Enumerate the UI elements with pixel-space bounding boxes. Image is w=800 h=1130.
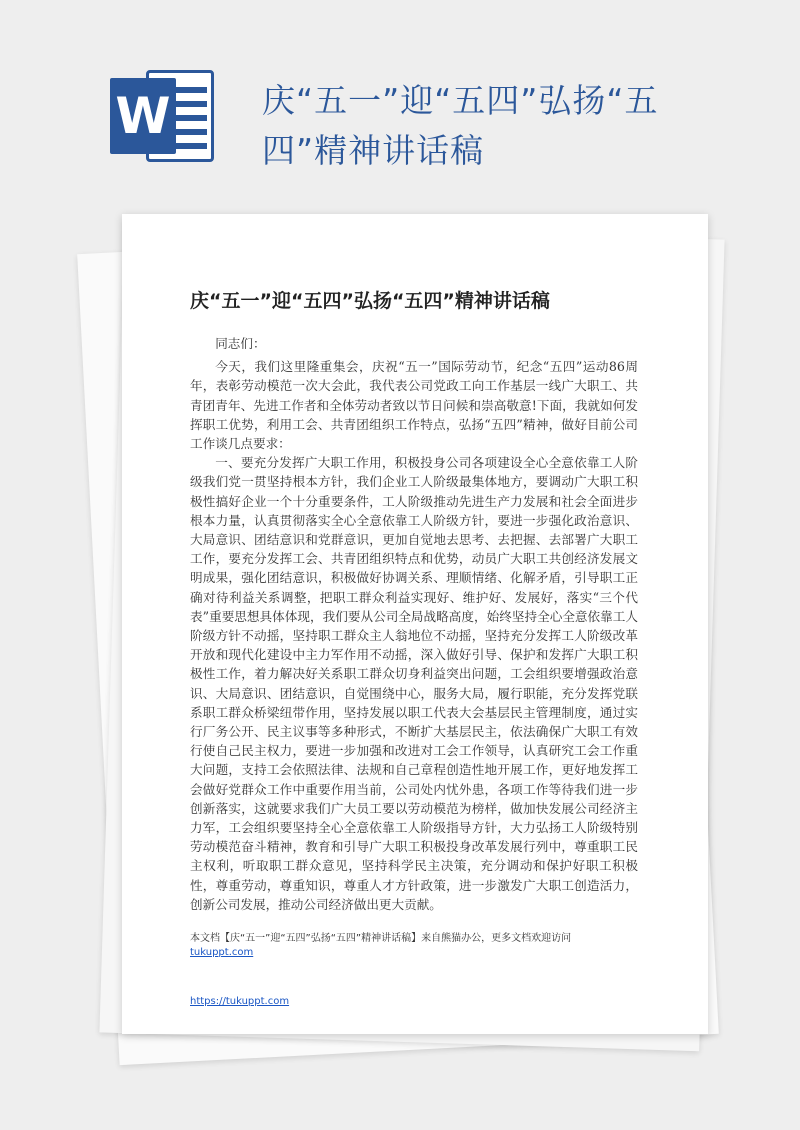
body-paragraph: 一、要充分发挥广大职工作用，积极投身公司各项建设全心全意依靠工人阶级我们党一贯坚持根本方针，我们企业工人阶级最集体地方，要调动广大职工积极性搞好企业一个十分重要条件，工人阶级推动先进生产力发展和社会全面进步根本力量，认真贯彻落实全心全意依靠工人阶级方针，要进一步强化政治意识、大局意识、团结意识和党群意识，更加自觉地去思考、去把握、去部署广大职工工作，要充分发挥工会、共青团组织特点和优势，动员广大职工共创经济发展文明成果，强化团结意识，积极做好协调关系、理顺情绪、化解矛盾，引导职工正确对待利益关系调整，把职工群众利益实现好、维护好、发展好，落实“三个代表”重要思想具体体现，我们要从公司全局战略高度，始终坚持全心全意依靠工人阶级方针不动摇，坚持职工群众主人翁地位不动摇，坚持充分发挥工人阶级改革开放和现代化建设中主力军作用不动摇，深入做好引导、保护和发挥广大职工积极性工作，着力解决好关系职工群众切身利益突出问题，工会组织要增强政治意识、大局意识、团结意识，自觉围绕中心，服务大局，履行职能，充分发挥党联系职工群众桥梁纽带作用，坚持发展以职工代表大会基层民主管理制度，通过实行厂务公开、民主议事等多种形式，不断扩大基层民主，依法确保广大职工有效行使自己民主权力，要进一步加强和改进对工会工作领导，认真研究工会工作重大问题，支持工会依照法律、法规和自己章程创造性地开展工作，更好地发挥工会做好党群众工作中重要作用当前，公司处内忧外患，各项工作等待我们进一步创新落实，这就要求我们广大员工要以劳动模范为榜样，做加快发展公司经济主力军，工会组织要坚持全心全意依靠工人阶级指导方针，大力弘扬工人阶级特别劳动模范奋斗精神，教育和引导广大职工积极投身改革发展行列中，尊重职工民主权利，听取职工群众意见，坚持科学民主决策，充分调动和保护好职工积极性，尊重劳动，尊重知识，尊重人才方针政策，进一步激发广大职工创造活力，创新公司发展，推动公司经济做出更大贡献。 xyxy=(190,455,638,912)
document-body xyxy=(190,334,638,914)
word-document-icon xyxy=(106,66,216,166)
page-header xyxy=(0,0,800,200)
page-title: 庆“五一”迎“五四”弘扬“五四”精神讲话稿 xyxy=(262,81,659,170)
document-title: 庆“五一”迎“五四”弘扬“五四”精神讲话稿 xyxy=(190,290,550,312)
source-link[interactable]: tukuppt.com xyxy=(190,947,254,958)
word-letter-badge: W xyxy=(110,78,176,154)
footer-link[interactable]: https://tukuppt.com xyxy=(190,996,290,1007)
source-note-text: 本文档【庆“五一”迎“五四”弘扬“五四”精神讲话稿】来自熊猫办公，更多文档欢迎访问 xyxy=(190,933,572,944)
document-page xyxy=(122,214,708,1034)
source-note xyxy=(190,932,620,960)
salutation: 同志们： xyxy=(215,336,266,351)
body-paragraph: 今天，我们这里隆重集会，庆祝“五一”国际劳动节，纪念“五四”运动86周年，表彰劳动模范一次大会此，我代表公司党政工向工作基层一线广大职工、共青团青年、先进工作者和全体劳动者致以节日问候和崇高敬意!下面，我就如何发挥职工优势，利用工会、共青团组织工作特点，弘扬“五四”精神，做好目前公司工作谈几点要求： xyxy=(190,359,638,452)
footer-url xyxy=(190,996,289,1007)
